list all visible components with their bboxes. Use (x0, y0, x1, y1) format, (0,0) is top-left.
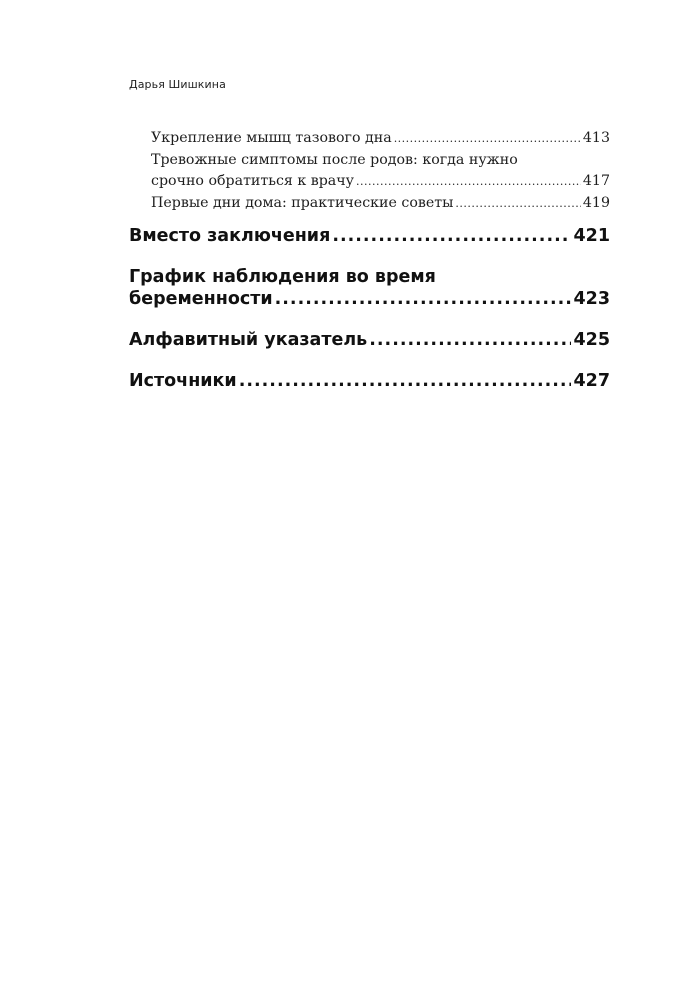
toc-entry-title: График наблюдения во время (129, 267, 436, 287)
toc-entry[interactable] (129, 370, 610, 392)
toc-subentry-title: Укрепление мышц тазового дна (151, 130, 392, 146)
toc-page-number: 417 (582, 173, 610, 189)
dot-leader (369, 329, 571, 351)
toc-page-number: 419 (582, 194, 610, 211)
running-header-author: Дарья Шишкина (129, 78, 226, 91)
toc-subentry-title: Первые дни дома: практические советы (151, 194, 454, 211)
toc-entry[interactable] (129, 225, 610, 247)
toc-subentry-title: Тревожные симптомы после родов: когда нужно (151, 151, 518, 168)
toc-entry[interactable] (129, 266, 610, 310)
toc-subentry[interactable] (151, 150, 610, 193)
toc-page-number: 413 (582, 130, 610, 146)
toc-entry-title: Источники (129, 371, 237, 391)
toc-entry-title: Вместо заключения (129, 226, 331, 246)
toc-entry[interactable] (129, 329, 610, 351)
table-of-contents (129, 128, 610, 392)
dot-leader (332, 225, 571, 247)
dot-leader (455, 193, 581, 215)
toc-subentry[interactable] (151, 128, 610, 150)
toc-page-number: 427 (573, 371, 610, 391)
toc-subentry-title-cont: срочно обратиться к врачу (151, 173, 354, 189)
toc-subsection-list (129, 128, 610, 214)
toc-page-number: 425 (573, 330, 610, 350)
toc-entry-title: Алфавитный указатель (129, 330, 368, 350)
toc-page-number: 421 (573, 226, 610, 246)
dot-leader (394, 128, 581, 150)
toc-page-number: 423 (573, 289, 610, 309)
toc-subentry[interactable] (151, 193, 610, 215)
dot-leader (239, 370, 572, 392)
dot-leader (356, 171, 581, 193)
dot-leader (275, 288, 572, 310)
toc-entry-title-cont: беременности (129, 289, 273, 309)
